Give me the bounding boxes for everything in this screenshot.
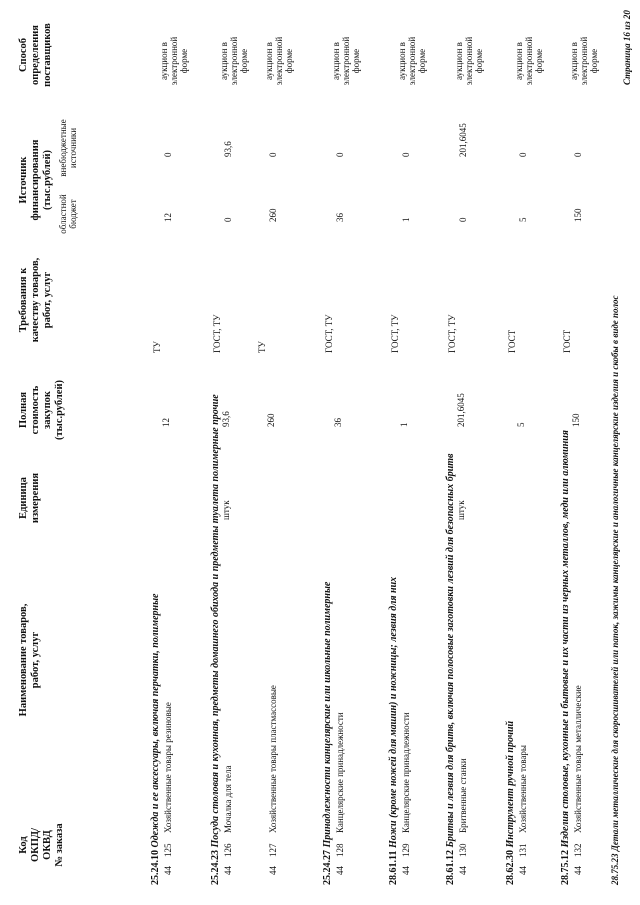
row-order-number: 130 [458, 843, 468, 857]
group-heading [388, 577, 399, 885]
method-line: аукцион в [514, 42, 524, 80]
header-financing [18, 115, 54, 245]
group-code: 25.24.23 [210, 850, 221, 885]
group-title: Одежда и ее аксессуары, включая перчатки, полимерные [150, 593, 161, 848]
header-unit-line: Единица [18, 477, 29, 519]
header-code-line: Код [18, 836, 29, 854]
row-order-number: 129 [401, 843, 411, 857]
row-procurement-method [397, 29, 427, 93]
header-code-line: ОКВД [42, 830, 53, 860]
row-total-cost: 93,6 [221, 411, 231, 427]
group-heading [560, 430, 571, 885]
header-unit-line: измерения [30, 472, 41, 524]
row-group-number: 44 [401, 866, 411, 875]
page-number: Страница 16 из 20 [622, 10, 632, 85]
row-procurement-method [264, 29, 294, 93]
row-procurement-method [514, 29, 544, 93]
group-heading [150, 594, 161, 885]
method-line: аукцион в [331, 42, 341, 80]
method-line: аукцион в [159, 42, 169, 80]
header-name [18, 575, 42, 745]
header-financing-line: финансирования [30, 139, 41, 221]
row-group-number: 44 [268, 866, 278, 875]
header-method-line: Способ [18, 37, 29, 73]
header-method-line: определения [30, 25, 41, 85]
header-regional-line: областной [58, 194, 68, 234]
row-regional-budget: 150 [573, 208, 583, 222]
method-line: электронной [229, 36, 239, 86]
header-extra-budget [58, 113, 78, 183]
row-group-number: 44 [458, 866, 468, 875]
method-line: аукцион в [264, 42, 274, 80]
row-quality-requirement: ТУ [257, 341, 267, 353]
method-line: форме [534, 48, 544, 74]
row-regional-budget: 0 [458, 217, 468, 222]
header-quality-line: качеству товаров, [30, 257, 41, 343]
method-line: аукцион в [454, 42, 464, 80]
row-total-cost: 36 [333, 418, 343, 427]
row-group-number: 44 [163, 866, 173, 875]
row-order-number: 131 [518, 843, 528, 857]
row-group-number: 44 [573, 866, 583, 875]
header-cost [18, 370, 66, 450]
group-code: 28.61.11 [388, 850, 399, 885]
header-financing-line: (тыс.рублей) [42, 149, 53, 211]
row-item-name: Хозяйственные товары резиновые [163, 702, 173, 833]
row-item-name: Хозяйственные товары металлические [573, 685, 583, 833]
row-unit: штук [456, 500, 466, 520]
header-quality-line: работ, услуг [42, 271, 53, 329]
row-procurement-method [569, 29, 599, 93]
group-title: Ножи (кроме ножей для машин) и ножницы; лезвия для них [388, 576, 399, 849]
header-cost-line: (тыс.рублей) [54, 379, 65, 441]
row-group-number: 44 [335, 866, 345, 875]
row-quality-requirement: ТУ [152, 341, 162, 353]
method-line: электронной [169, 36, 179, 86]
group-title: Инструмент ручной прочий [505, 720, 516, 848]
row-order-number: 126 [223, 843, 233, 857]
row-extra-budget: 0 [268, 152, 278, 157]
row-order-number: 132 [573, 843, 583, 857]
group-heading [505, 721, 516, 885]
row-procurement-method [219, 29, 249, 93]
method-line: форме [351, 48, 361, 74]
header-extra-line: источники [68, 127, 78, 169]
row-extra-budget: 0 [335, 152, 345, 157]
row-quality-requirement: ГОСТ [562, 329, 572, 353]
row-item-name: Хозяйственные товары пластмассовые [268, 685, 278, 833]
row-total-cost: 150 [571, 413, 581, 427]
row-regional-budget: 260 [268, 208, 278, 222]
row-procurement-method [331, 29, 361, 93]
row-procurement-method [159, 29, 189, 93]
header-extra-line: внебюджетные [58, 119, 68, 177]
group-code: 28.62.30 [505, 850, 516, 885]
row-total-cost: 5 [516, 422, 526, 427]
row-quality-requirement: ГОСТ, ТУ [447, 314, 457, 353]
header-cost-line: стоимость [30, 385, 41, 435]
row-total-cost: 260 [266, 413, 276, 427]
method-line: аукцион в [397, 42, 407, 80]
method-line: электронной [524, 36, 534, 86]
group-title: Принадлежности канцелярские или школьные полимерные [322, 581, 333, 848]
header-name-line: работ, услуг [30, 631, 41, 689]
row-regional-budget: 5 [518, 217, 528, 222]
row-extra-budget: 0 [518, 152, 528, 157]
group-heading [445, 453, 456, 885]
group-code: 25.24.27 [322, 850, 333, 885]
group-title: Бритвы и лезвия для бритв, включая полосовые заготовки лезвий для безопасных бритв [445, 453, 456, 848]
group-code: 28.75.12 [560, 850, 571, 885]
method-line: электронной [464, 36, 474, 86]
group-title: Изделия столовые, кухонные и бытовые и их части из черных металлов, меди или алюминия [560, 430, 571, 848]
group-code: 28.61.12 [445, 850, 456, 885]
header-regional-budget [58, 185, 78, 243]
row-extra-budget: 0 [163, 152, 173, 157]
method-line: электронной [274, 36, 284, 86]
row-quality-requirement: ГОСТ, ТУ [390, 314, 400, 353]
row-quality-requirement: ГОСТ, ТУ [212, 314, 222, 353]
footer-group-title: Детали металлические для скоросшивателей или папок, зажимы канцелярские и аналогичные канцелярские изделия и скобы в виде полос [610, 295, 620, 852]
row-item-name: Канцелярские принадлежности [401, 712, 411, 833]
header-code [18, 805, 66, 885]
row-quality-requirement: ГОСТ, ТУ [324, 314, 334, 353]
row-quality-requirement: ГОСТ [507, 329, 517, 353]
header-regional-line: бюджет [68, 199, 78, 229]
row-extra-budget: 0 [401, 152, 411, 157]
method-line: форме [589, 48, 599, 74]
row-order-number: 125 [163, 843, 173, 857]
method-line: форме [179, 48, 189, 74]
row-regional-budget: 1 [401, 217, 411, 222]
method-line: форме [474, 48, 484, 74]
header-financing-line: Источник [18, 156, 29, 204]
row-group-number: 44 [223, 866, 233, 875]
footer-group-heading [610, 296, 620, 885]
method-line: электронной [407, 36, 417, 86]
row-total-cost: 12 [161, 418, 171, 427]
row-total-cost: 201,6045 [456, 393, 466, 427]
row-unit: штук [221, 500, 231, 520]
method-line: электронной [341, 36, 351, 86]
row-item-name: Хозяйственные товары [518, 745, 528, 833]
row-order-number: 128 [335, 843, 345, 857]
header-code-line: ОКПД/ [30, 827, 41, 863]
row-item-name: Бритвенные станки [458, 758, 468, 833]
row-extra-budget: 93,6 [223, 141, 233, 157]
method-line: форме [284, 48, 294, 74]
header-cost-line: закупок [42, 391, 53, 429]
method-line: аукцион в [569, 42, 579, 80]
group-heading [210, 394, 221, 885]
header-unit [18, 463, 42, 533]
row-extra-budget: 0 [573, 152, 583, 157]
method-line: форме [417, 48, 427, 74]
row-item-name: Мочалка для тела [223, 765, 233, 833]
header-quality [18, 245, 54, 355]
row-total-cost: 1 [399, 422, 409, 427]
row-extra-budget: 201,6045 [458, 123, 468, 157]
row-item-name: Канцелярские принадлежности [335, 712, 345, 833]
row-order-number: 127 [268, 843, 278, 857]
header-cost-line: Полная [18, 391, 29, 429]
row-procurement-method [454, 29, 484, 93]
header-code-line: № заказа [54, 823, 65, 867]
row-regional-budget: 0 [223, 217, 233, 222]
footer-group-code: 28.75.23 [610, 853, 620, 885]
row-regional-budget: 12 [163, 213, 173, 222]
method-line: аукцион в [219, 42, 229, 80]
row-regional-budget: 36 [335, 213, 345, 222]
method-line: электронной [579, 36, 589, 86]
group-title: Посуда столовая и кухонная, предметы домашнего обихода и предметы туалета полимерные прочие [210, 394, 221, 848]
group-heading [322, 582, 333, 885]
row-group-number: 44 [518, 866, 528, 875]
header-method [18, 10, 54, 100]
group-code: 25.24.10 [150, 850, 161, 885]
header-name-line: Наименование товаров, [18, 603, 29, 717]
header-method-line: поставщиков [42, 23, 53, 87]
header-quality-line: Требования к [18, 267, 29, 333]
method-line: форме [239, 48, 249, 74]
